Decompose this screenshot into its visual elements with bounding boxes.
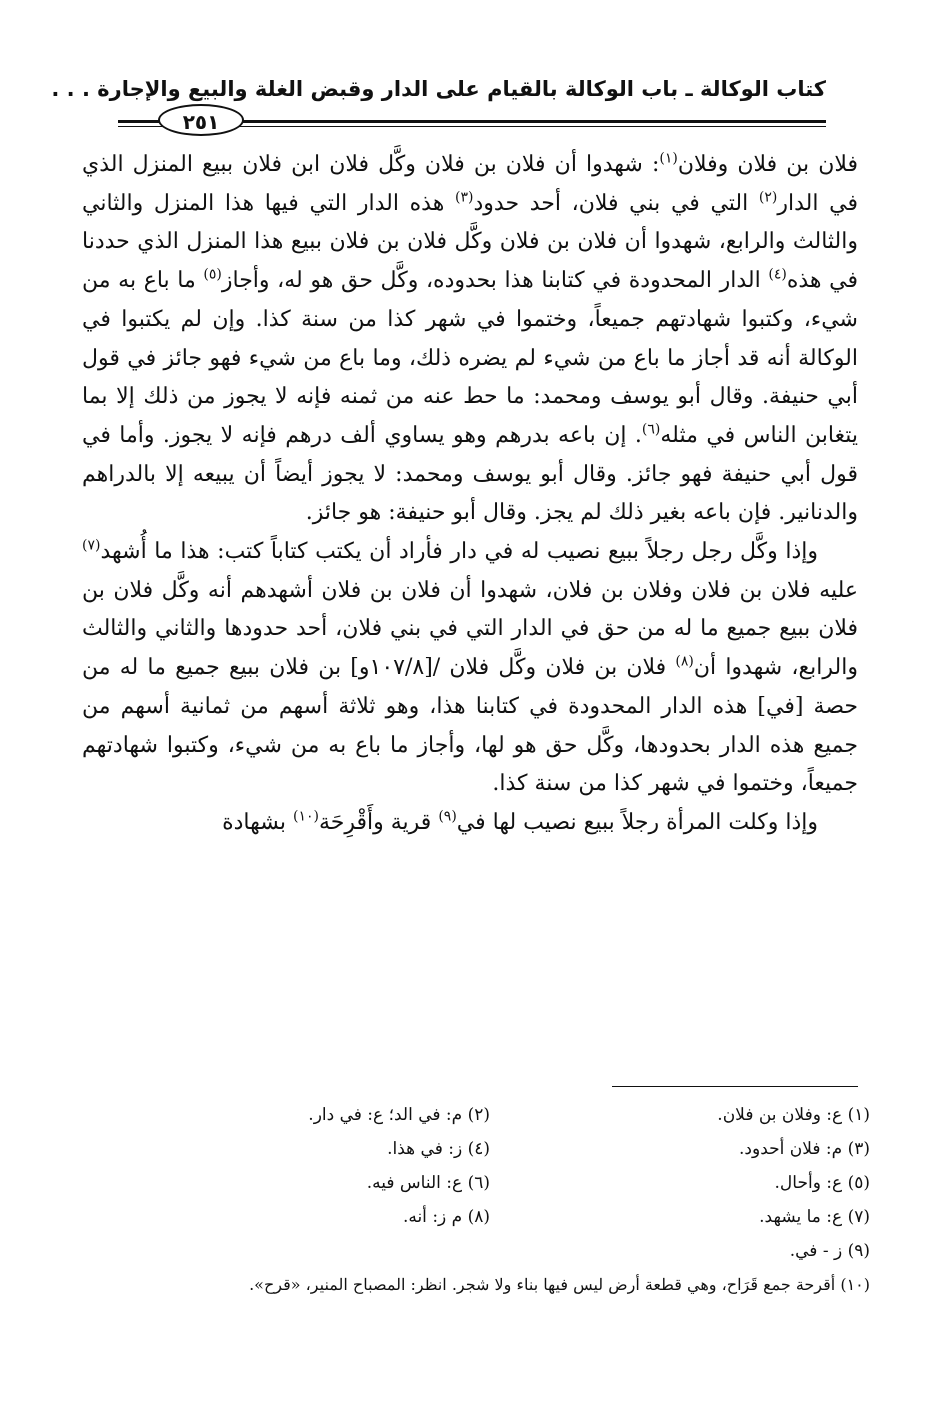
footnote-ref: (٥): [203, 266, 222, 283]
text-run: وإذا وكَّل رجل رجلاً ببيع نصيب له في دار فأراد أن يكتب كتاباً كتب: هذا ما أُشهد: [100, 539, 818, 565]
footnote-row: [110, 1200, 870, 1234]
footnote-row: [110, 1166, 870, 1200]
footnote-ref: (٧): [82, 537, 101, 554]
footnotes: [110, 1098, 870, 1302]
text-run: فلان بن فلان وفلان: [677, 152, 858, 177]
footnote-8: (٨) م ز: أنه.: [402, 1207, 490, 1227]
footnote-ref: (٦): [641, 421, 661, 438]
running-header: كتاب الوكالة ـ باب الوكالة بالقيام على الدار وقبض الغلة والبيع والإجارة . . .: [51, 77, 826, 101]
text-run: : شهدوا أن فلان بن فلان وكَّل فلان ابن فلان ببيع المنزل الذي في الدار: [82, 152, 858, 216]
footnote-3: (٣) م: فلان أحدود.: [739, 1139, 870, 1159]
footnote-6: (٦) ع: الناس فيه.: [366, 1173, 490, 1193]
paragraph: [82, 804, 858, 843]
text-run: التي في بني فلان، أحد حدود: [473, 190, 759, 216]
footnote-1: (١) ع: وفلان بن فلان.: [717, 1105, 870, 1125]
text-run: . إن باعه بدرهم وهو يساوي ألف درهم فإنه لا يجوز. وأما في قول أبي حنيفة فهو جائز. وقال أبو يوسف ومحمد: لا يجوز أيضاً أن يبيعه إلا بالدراهم والدنانير. فإن باعه بغير ذلك لم يجز. وقال أبو حنيفة: هو جائز.: [82, 422, 858, 526]
text-run: فلان بن فلان وكَّل فلان /[١٠٧/٨و] بن فلان ببيع جميع ما له من حصة [في] هذه الدار المحدودة في كتابنا هذا، وهو ثلاثة أسهم من ثمانية أسهم من جميع هذه الدار بحدودها، وكَّل حق هو لها، وأجاز ما باع به من شيء، وكتبوا شهادتهم جميعاً، وختموا في شهر كذا من سنة كذا.: [82, 655, 858, 797]
text-run: بشهادة: [222, 809, 293, 835]
main-text: [82, 146, 858, 843]
text-run: هذه الدار التي فيها هذا المنزل والثاني والثالث والرابع، شهدوا أن فلان بن فلان وكَّل فلان بن فلان ببيع هذا المنزل الذي حددنا في هذه: [82, 190, 858, 294]
paragraph: [82, 146, 858, 533]
footnote-9: (٩) ز - في.: [789, 1241, 870, 1261]
footnote-ref: (٢): [758, 189, 778, 206]
text-run: الدار المحدودة في كتابنا هذا بحدوده، وكَّل حق هو له، وأجاز: [221, 268, 769, 294]
footnote-row: [110, 1132, 870, 1166]
footnote-ref: (٣): [455, 189, 474, 206]
footnote-ref: (٤): [768, 266, 787, 283]
footnote-10: (١٠) أقرحة جمع قَرَاح، وهي قطعة أرض ليس فيها بناء ولا شجر. انظر: المصباح المنير، «قرح».: [249, 1275, 870, 1294]
footnote-ref: (١٠): [292, 808, 319, 825]
footnote-ref: (٨): [675, 653, 694, 670]
footnote-5: (٥) ع: وأحال.: [774, 1173, 870, 1193]
text-run: ما باع به من شيء، وكتبوا شهادتهم جميعاً، وختموا في شهر كذا من سنة كذا. وإن لم يكتبوا في الوكالة أنه قد أجاز ما باع من شيء لم يضره ذلك، وما باع من شيء فهو جائز في قول أبي حنيفة. وقال أبو يوسف ومحمد: ما حط عنه من ثمنه فإنه لا يجوز من ذلك إلا بما يتغابن الناس في مثله: [82, 268, 858, 448]
footnote-ref: (٩): [438, 808, 457, 825]
footnote-ref: (١): [659, 150, 678, 167]
footnote-row: [110, 1098, 870, 1132]
text-run: قرية وأَقْرِحَة: [318, 809, 439, 835]
footnote-7: (٧) ع: ما يشهد.: [759, 1207, 870, 1227]
page-number-badge: ٢٥١: [158, 104, 244, 136]
paragraph: [82, 533, 858, 804]
text-run: وإذا وكلت المرأة رجلاً ببيع نصيب لها في: [456, 809, 818, 835]
footnote-separator: [612, 1086, 858, 1087]
footnote-row: [110, 1234, 870, 1268]
text-run: عليه فلان بن فلان وفلان بن فلان، شهدوا أن فلان بن فلان أشهدهم أنه وكَّل فلان بن فلان ببيع جميع ما له من حق في الدار التي في بني فلان، أحد حدودها والثاني والثالث والرابع، شهدوا أن: [82, 577, 858, 681]
footnote-2: (٢) م: في الد؛ ع: في دار.: [308, 1105, 490, 1125]
footnote-4: (٤) ز: في هذا.: [387, 1139, 490, 1159]
